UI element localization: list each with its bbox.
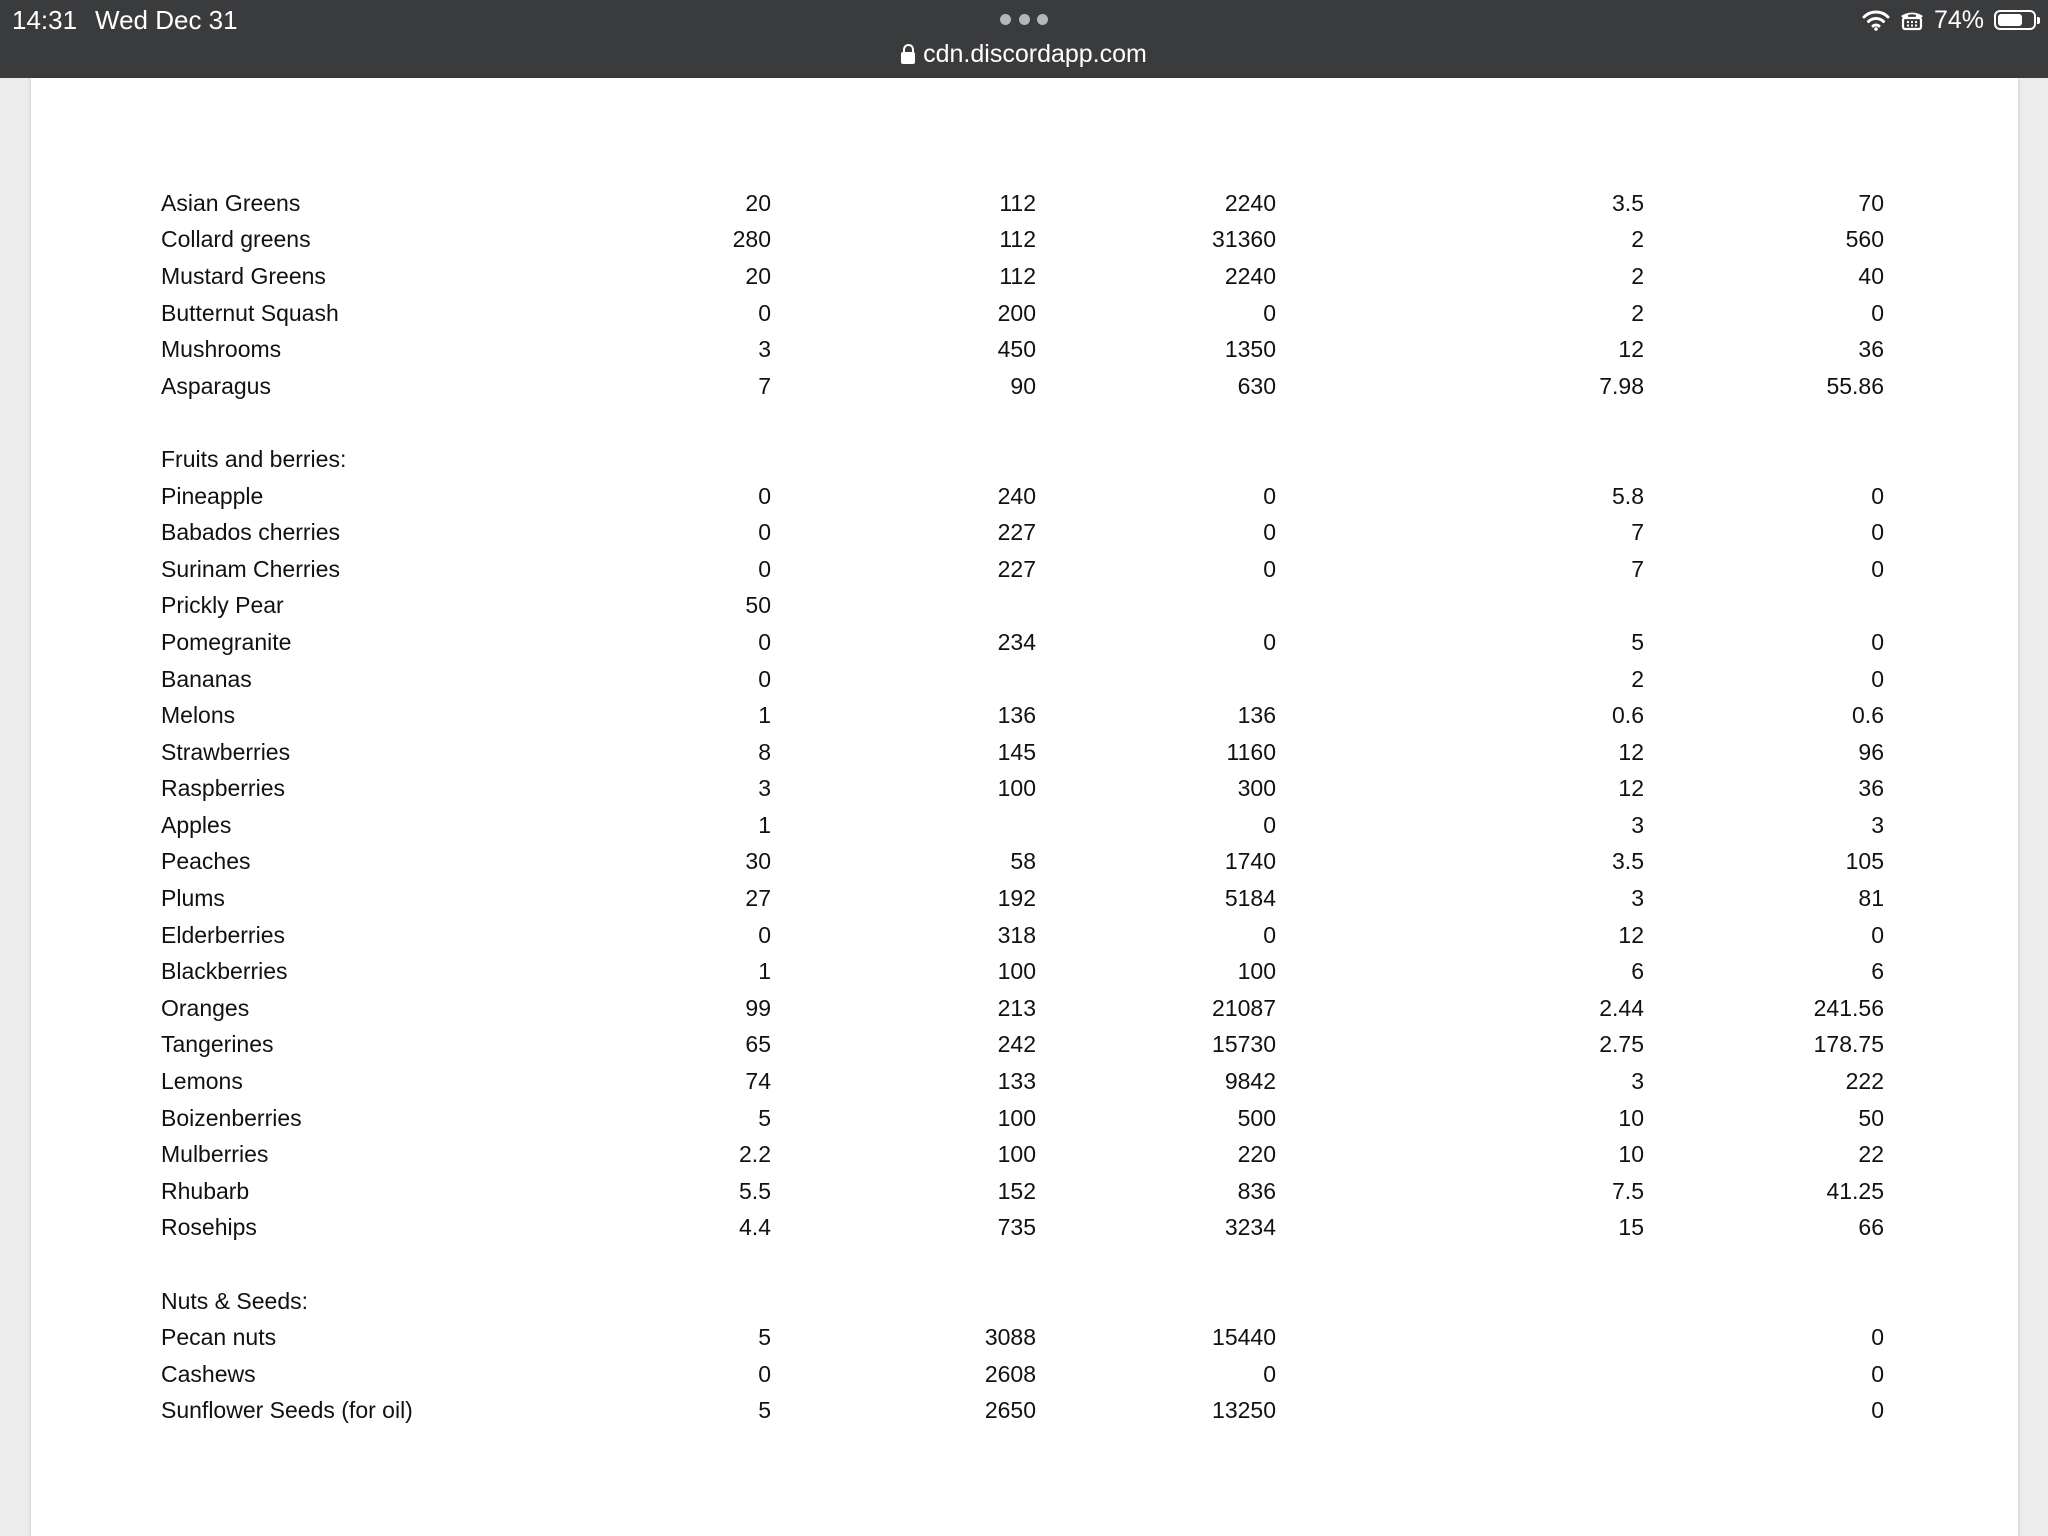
- cell-c4: 12: [1618, 738, 1644, 765]
- cell-c5: 40: [1858, 262, 1884, 289]
- status-bar: [0, 0, 2048, 78]
- cell-c3: 630: [1237, 372, 1276, 399]
- cell-c2: 318: [997, 921, 1036, 948]
- table-row: [161, 1063, 1884, 1100]
- clock-time: 14:31: [12, 5, 78, 35]
- table-row: [161, 1136, 1884, 1173]
- table-row: [161, 478, 1884, 515]
- clock-date: Wed Dec 31: [95, 5, 238, 35]
- cell-c2: 90: [1010, 372, 1036, 399]
- cell-c1: 3: [758, 775, 771, 802]
- cell-c2: 200: [997, 299, 1036, 326]
- cell-c3: 100: [1237, 958, 1276, 985]
- cell-c5: 66: [1858, 1214, 1884, 1241]
- table-row: [161, 1283, 1884, 1320]
- row-label: [161, 405, 601, 442]
- cell-c4: 5.8: [1612, 482, 1644, 509]
- cell-c3: 21087: [1212, 994, 1276, 1021]
- cell-c3: 15440: [1212, 1324, 1276, 1351]
- cell-c1: 0: [758, 519, 771, 546]
- cell-c1: 74: [745, 1068, 771, 1095]
- cell-c1: 5.5: [739, 1177, 771, 1204]
- address-bar[interactable]: [0, 36, 2048, 72]
- cell-c3: 0: [1263, 1360, 1276, 1387]
- cell-c4: 3.5: [1612, 848, 1644, 875]
- cell-c3: 0: [1263, 299, 1276, 326]
- cell-c2: 112: [999, 226, 1036, 253]
- table-row: [161, 697, 1884, 734]
- cell-c3: 0: [1263, 628, 1276, 655]
- row-label: Pineapple: [161, 482, 264, 509]
- cell-c1: 1: [758, 811, 771, 838]
- row-label: Lemons: [161, 1068, 243, 1095]
- produce-table: [161, 185, 1884, 1429]
- table-row: [161, 1173, 1884, 1210]
- cell-c4: [1276, 1356, 1644, 1393]
- cell-c5: [1644, 405, 1884, 442]
- cell-c3: [1036, 441, 1276, 478]
- cell-c5: 105: [1845, 848, 1884, 875]
- cell-c2: 450: [997, 336, 1036, 363]
- cell-c4: 7: [1631, 555, 1644, 582]
- table-row: [161, 1356, 1884, 1393]
- cell-c2: 242: [997, 1031, 1036, 1058]
- cell-c2: [771, 807, 1036, 844]
- cell-c4: 10: [1618, 1141, 1644, 1168]
- table-row: [161, 441, 1884, 478]
- document-page: [31, 78, 2018, 1536]
- cell-c2: 112: [999, 262, 1036, 289]
- cell-c2: [771, 588, 1036, 625]
- cell-c1: 7: [758, 372, 771, 399]
- row-label: Mustard Greens: [161, 262, 326, 289]
- cell-c2: 152: [997, 1177, 1036, 1204]
- cell-c3: 136: [1237, 702, 1276, 729]
- cell-c5: 22: [1858, 1141, 1884, 1168]
- cell-c4: 2.44: [1599, 994, 1644, 1021]
- cell-c3: [1036, 661, 1276, 698]
- table-row: [161, 331, 1884, 368]
- table-row: [161, 990, 1884, 1027]
- battery-percent: 74%: [1933, 5, 1984, 34]
- table-row: [161, 1100, 1884, 1137]
- cell-c1: 2.2: [739, 1141, 771, 1168]
- cell-c1: 0: [758, 1360, 771, 1387]
- cell-c2: 145: [997, 738, 1036, 765]
- cell-c3: [1036, 1283, 1276, 1320]
- cell-c1: 30: [745, 848, 771, 875]
- cell-c2: 234: [997, 628, 1036, 655]
- row-label: [161, 1246, 601, 1283]
- cell-c3: 836: [1237, 1177, 1276, 1204]
- cell-c3: 500: [1237, 1104, 1276, 1131]
- cell-c1: [601, 441, 771, 478]
- cell-c4: [1276, 588, 1644, 625]
- cell-c1: 20: [745, 189, 771, 216]
- cell-c5: 3: [1871, 811, 1884, 838]
- cell-c4: [1276, 1393, 1644, 1430]
- cell-c1: 0: [758, 482, 771, 509]
- row-label: Peaches: [161, 848, 251, 875]
- cell-c4: 0.6: [1612, 702, 1644, 729]
- row-label: Fruits and berries:: [161, 445, 347, 472]
- cell-c3: 2240: [1224, 189, 1276, 216]
- row-label: Raspberries: [161, 775, 285, 802]
- cell-c5: 0: [1871, 1360, 1884, 1387]
- row-label: Pecan nuts: [161, 1324, 277, 1351]
- status-icons: [1862, 4, 2036, 36]
- cell-c3: 3234: [1224, 1214, 1276, 1241]
- cell-c5: 96: [1858, 738, 1884, 765]
- row-label: Collard greens: [161, 226, 311, 253]
- table-row: [161, 222, 1884, 259]
- url-text: cdn.discordapp.com: [923, 39, 1147, 68]
- cell-c5: 178.75: [1813, 1031, 1884, 1058]
- cell-c3: 15730: [1212, 1031, 1276, 1058]
- cell-c3: 1350: [1224, 336, 1276, 363]
- cell-c4: [1276, 1246, 1644, 1283]
- cell-c1: 8: [758, 738, 771, 765]
- cell-c4: 3: [1631, 1068, 1644, 1095]
- cell-c1: 5: [758, 1104, 771, 1131]
- cell-c1: [601, 1283, 771, 1320]
- table-row: [161, 624, 1884, 661]
- cell-c1: 0: [758, 628, 771, 655]
- cell-c5: 81: [1858, 885, 1884, 912]
- cell-c3: 300: [1237, 775, 1276, 802]
- cell-c5: 70: [1858, 189, 1884, 216]
- cell-c2: 112: [999, 189, 1036, 216]
- table-row: [161, 844, 1884, 881]
- cell-c4: 3: [1631, 811, 1644, 838]
- cell-c4: [1276, 1283, 1644, 1320]
- cell-c2: 100: [997, 775, 1036, 802]
- cell-c4: [1276, 441, 1644, 478]
- table-row: [161, 185, 1884, 222]
- phone-icon: [1900, 9, 1924, 31]
- cell-c5: 0: [1871, 921, 1884, 948]
- cell-c3: 1740: [1224, 848, 1276, 875]
- cell-c5: 0: [1871, 628, 1884, 655]
- table-row: [161, 771, 1884, 808]
- cell-c3: 9842: [1224, 1068, 1276, 1095]
- cell-c5: [1644, 1283, 1884, 1320]
- cell-c4: 2: [1631, 262, 1644, 289]
- table-row: [161, 551, 1884, 588]
- cell-c3: 0: [1263, 482, 1276, 509]
- cell-c5: 0.6: [1852, 702, 1884, 729]
- cell-c3: [1036, 588, 1276, 625]
- cell-c5: 0: [1871, 482, 1884, 509]
- cell-c2: [771, 661, 1036, 698]
- table-row: [161, 1319, 1884, 1356]
- table-row: [161, 258, 1884, 295]
- cell-c4: [1276, 405, 1644, 442]
- cell-c4: 2: [1631, 299, 1644, 326]
- table-row: [161, 880, 1884, 917]
- cell-c4: 3.5: [1612, 189, 1644, 216]
- cell-c5: 36: [1858, 775, 1884, 802]
- table-row: [161, 734, 1884, 771]
- cell-c4: 12: [1618, 921, 1644, 948]
- cell-c1: 1: [758, 958, 771, 985]
- row-label: Elderberries: [161, 921, 285, 948]
- cell-c3: 220: [1237, 1141, 1276, 1168]
- table-row: [161, 807, 1884, 844]
- cell-c5: [1644, 588, 1884, 625]
- cell-c5: 241.56: [1813, 994, 1884, 1021]
- table-row: [161, 368, 1884, 405]
- row-label: Asian Greens: [161, 189, 301, 216]
- cell-c3: 5184: [1224, 885, 1276, 912]
- cell-c5: 560: [1845, 226, 1884, 253]
- cell-c5: 55.86: [1826, 372, 1884, 399]
- cell-c4: 7.5: [1612, 1177, 1644, 1204]
- cell-c1: 0: [758, 555, 771, 582]
- cell-c2: 227: [997, 519, 1036, 546]
- row-label: Tangerines: [161, 1031, 274, 1058]
- cell-c5: 0: [1871, 555, 1884, 582]
- cell-c4: 3: [1631, 885, 1644, 912]
- cell-c2: [771, 1246, 1036, 1283]
- cell-c2: 213: [997, 994, 1036, 1021]
- cell-c1: 65: [745, 1031, 771, 1058]
- cell-c1: 0: [758, 665, 771, 692]
- row-label: Boizenberries: [161, 1104, 302, 1131]
- row-label: Strawberries: [161, 738, 291, 765]
- cell-c4: 6: [1631, 958, 1644, 985]
- cell-c2: 100: [997, 1141, 1036, 1168]
- cell-c4: 2: [1631, 665, 1644, 692]
- row-label: Surinam Cherries: [161, 555, 340, 582]
- table-row: [161, 661, 1884, 698]
- cell-c5: 50: [1858, 1104, 1884, 1131]
- cell-c1: [601, 1246, 771, 1283]
- cell-c4: 7.98: [1599, 372, 1644, 399]
- row-label: Plums: [161, 885, 225, 912]
- row-label: Apples: [161, 811, 232, 838]
- table-row: [161, 1393, 1884, 1430]
- more-dots-icon[interactable]: [1000, 6, 1048, 32]
- cell-c2: 136: [997, 702, 1036, 729]
- cell-c3: 2240: [1224, 262, 1276, 289]
- row-label: Mushrooms: [161, 336, 282, 363]
- cell-c4: 2.75: [1599, 1031, 1644, 1058]
- cell-c1: 0: [758, 921, 771, 948]
- row-label: Butternut Squash: [161, 299, 339, 326]
- cell-c5: [1644, 1246, 1884, 1283]
- row-label: Rosehips: [161, 1214, 257, 1241]
- cell-c4: 12: [1618, 336, 1644, 363]
- cell-c2: 240: [997, 482, 1036, 509]
- cell-c3: [1036, 1246, 1276, 1283]
- cell-c4: 7: [1631, 519, 1644, 546]
- cell-c2: 192: [997, 885, 1036, 912]
- cell-c4: 2: [1631, 226, 1644, 253]
- cell-c5: 6: [1871, 958, 1884, 985]
- cell-c1: 0: [758, 299, 771, 326]
- wifi-icon: [1862, 9, 1890, 31]
- row-label: Oranges: [161, 994, 250, 1021]
- cell-c2: [771, 441, 1036, 478]
- cell-c2: 735: [997, 1214, 1036, 1241]
- row-label: Asparagus: [161, 372, 271, 399]
- cell-c4: 15: [1618, 1214, 1644, 1241]
- battery-fill: [1998, 14, 2022, 26]
- cell-c5: 36: [1858, 336, 1884, 363]
- table-row: [161, 953, 1884, 990]
- lock-icon: [901, 44, 915, 64]
- row-label: Mulberries: [161, 1141, 269, 1168]
- cell-c5: 0: [1871, 665, 1884, 692]
- cell-c1: 4.4: [739, 1214, 771, 1241]
- cell-c4: [1276, 1319, 1644, 1356]
- cell-c5: 0: [1871, 299, 1884, 326]
- cell-c5: 41.25: [1826, 1177, 1884, 1204]
- cell-c1: 1: [758, 702, 771, 729]
- row-label: Rhubarb: [161, 1177, 250, 1204]
- table-row: [161, 295, 1884, 332]
- cell-c1: 280: [732, 226, 771, 253]
- cell-c2: 133: [997, 1068, 1036, 1095]
- cell-c5: 0: [1871, 1397, 1884, 1424]
- cell-c1: 99: [745, 994, 771, 1021]
- cell-c2: 100: [997, 958, 1036, 985]
- cell-c2: 2608: [984, 1360, 1036, 1387]
- cell-c5: 0: [1871, 519, 1884, 546]
- cell-c2: [771, 405, 1036, 442]
- cell-c3: 13250: [1212, 1397, 1276, 1424]
- cell-c2: 2650: [984, 1397, 1036, 1424]
- cell-c2: 100: [997, 1104, 1036, 1131]
- cell-c4: 10: [1618, 1104, 1644, 1131]
- cell-c2: 58: [1010, 848, 1036, 875]
- table-row: [161, 588, 1884, 625]
- cell-c1: [601, 405, 771, 442]
- cell-c1: 5: [758, 1397, 771, 1424]
- cell-c5: [1644, 441, 1884, 478]
- cell-c2: 227: [997, 555, 1036, 582]
- table-row: [161, 514, 1884, 551]
- table-row: [161, 1027, 1884, 1064]
- row-label: Pomegranite: [161, 628, 292, 655]
- cell-c3: 0: [1263, 811, 1276, 838]
- cell-c1: 20: [745, 262, 771, 289]
- row-label: Blackberries: [161, 958, 288, 985]
- cell-c4: 5: [1631, 628, 1644, 655]
- cell-c3: 0: [1263, 921, 1276, 948]
- battery-icon: [1994, 10, 2036, 30]
- row-label: Sunflower Seeds (for oil): [161, 1397, 413, 1424]
- row-label: Nuts & Seeds:: [161, 1287, 309, 1314]
- row-label: Prickly Pear: [161, 592, 284, 619]
- cell-c3: 1160: [1226, 738, 1276, 765]
- row-label: Cashews: [161, 1360, 256, 1387]
- cell-c3: 0: [1263, 519, 1276, 546]
- cell-c5: 0: [1871, 1324, 1884, 1351]
- table-row: [161, 1246, 1884, 1283]
- table-row: [161, 1210, 1884, 1247]
- table-row: [161, 405, 1884, 442]
- cell-c5: 222: [1845, 1068, 1884, 1095]
- row-label: Bananas: [161, 665, 252, 692]
- cell-c1: 5: [758, 1324, 771, 1351]
- cell-c2: [771, 1283, 1036, 1320]
- row-label: Melons: [161, 702, 236, 729]
- cell-c1: 3: [758, 336, 771, 363]
- cell-c1: 27: [745, 885, 771, 912]
- cell-c3: [1036, 405, 1276, 442]
- cell-c3: 0: [1263, 555, 1276, 582]
- cell-c1: 50: [745, 592, 771, 619]
- cell-c2: 3088: [984, 1324, 1036, 1351]
- table-row: [161, 917, 1884, 954]
- table-body: [161, 185, 1884, 1429]
- row-label: Babados cherries: [161, 519, 340, 546]
- cell-c4: 12: [1618, 775, 1644, 802]
- cell-c3: 31360: [1212, 226, 1276, 253]
